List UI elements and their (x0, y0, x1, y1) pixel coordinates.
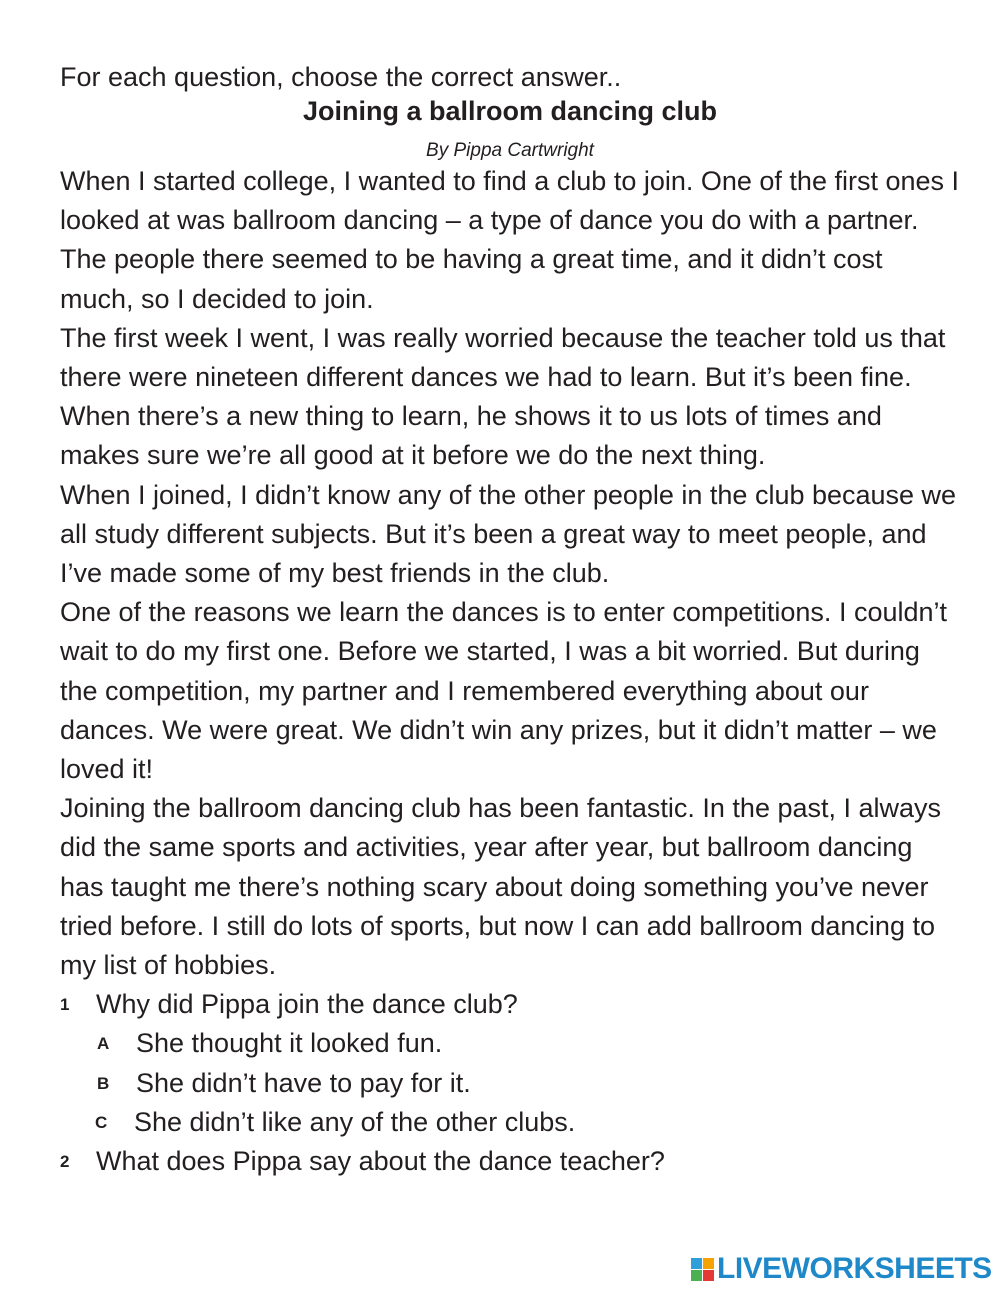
logo-mark-tile (691, 1270, 702, 1281)
option-c[interactable] (60, 1103, 960, 1142)
question-2 (60, 1142, 960, 1181)
article-body (60, 162, 960, 985)
article-paragraph: One of the reasons we learn the dances is to enter competitions. I couldn’t wait to do my first one. Before we started, I was a bit worried. But during the competition, my partner and I remembered everything about our dances. We were great. We didn’t win any prizes, but it didn’t matter – we loved it! (60, 597, 948, 785)
question-text: Why did Pippa join the dance club? (96, 989, 518, 1020)
option-letter: A (97, 1034, 110, 1054)
article-paragraph: When I started college, I wanted to find a club to join. One of the first ones I looked at was ballroom dancing – a type of dance you do with a partner. The people there seemed to be having a great time, and it didn’t cost much, so I decided to join. (60, 166, 960, 314)
liveworksheets-logo (691, 1254, 992, 1284)
question-1 (60, 985, 960, 1024)
logo-mark-tile (691, 1258, 702, 1269)
option-letter: C (95, 1112, 108, 1132)
option-a[interactable] (60, 1024, 960, 1063)
option-text: She thought it looked fun. (136, 1028, 443, 1059)
question-list (60, 985, 960, 1181)
article-paragraph: When I joined, I didn’t know any of the other people in the club because we all study different subjects. But it’s been a great way to meet people, and I’ve made some of my best friends in the club. (60, 479, 957, 589)
article-title: Joining a ballroom dancing club (302, 96, 718, 126)
article-paragraph: Joining the ballroom dancing club has been fantastic. In the past, I always did the same sports and activities, year after year, but ballroom dancing has taught me there’s nothing scary about doing something you’ve never tried before. I still do lots of sports, but now I can add ballroom dancing to my list of hobbies. (60, 793, 942, 981)
article-paragraph: The first week I went, I was really worried because the teacher told us that there were nineteen different dances we had to learn. But it’s been fine. When there’s a new thing to learn, he shows it to us lots of times and makes sure we’re all good at it before we do the next thing. (60, 322, 946, 471)
option-b[interactable] (60, 1064, 960, 1103)
option-text: She didn’t have to pay for it. (136, 1067, 471, 1098)
article-byline: By Pippa Cartwright (426, 140, 594, 161)
logo-mark-tile (703, 1258, 714, 1269)
question-number: 2 (60, 1152, 70, 1172)
option-text: She didn’t like any of the other clubs. (134, 1106, 576, 1137)
logo-wordmark: LIVEWORKSHEETS (717, 1252, 992, 1285)
question-number: 1 (60, 995, 70, 1015)
instruction-text: For each question, choose the correct answer.. (60, 62, 622, 92)
liveworksheets-mark-icon (691, 1258, 714, 1281)
question-text: What does Pippa say about the dance teacher? (96, 1146, 665, 1177)
logo-mark-tile (703, 1270, 714, 1281)
worksheet-page (60, 58, 960, 1181)
option-letter: B (97, 1073, 110, 1093)
